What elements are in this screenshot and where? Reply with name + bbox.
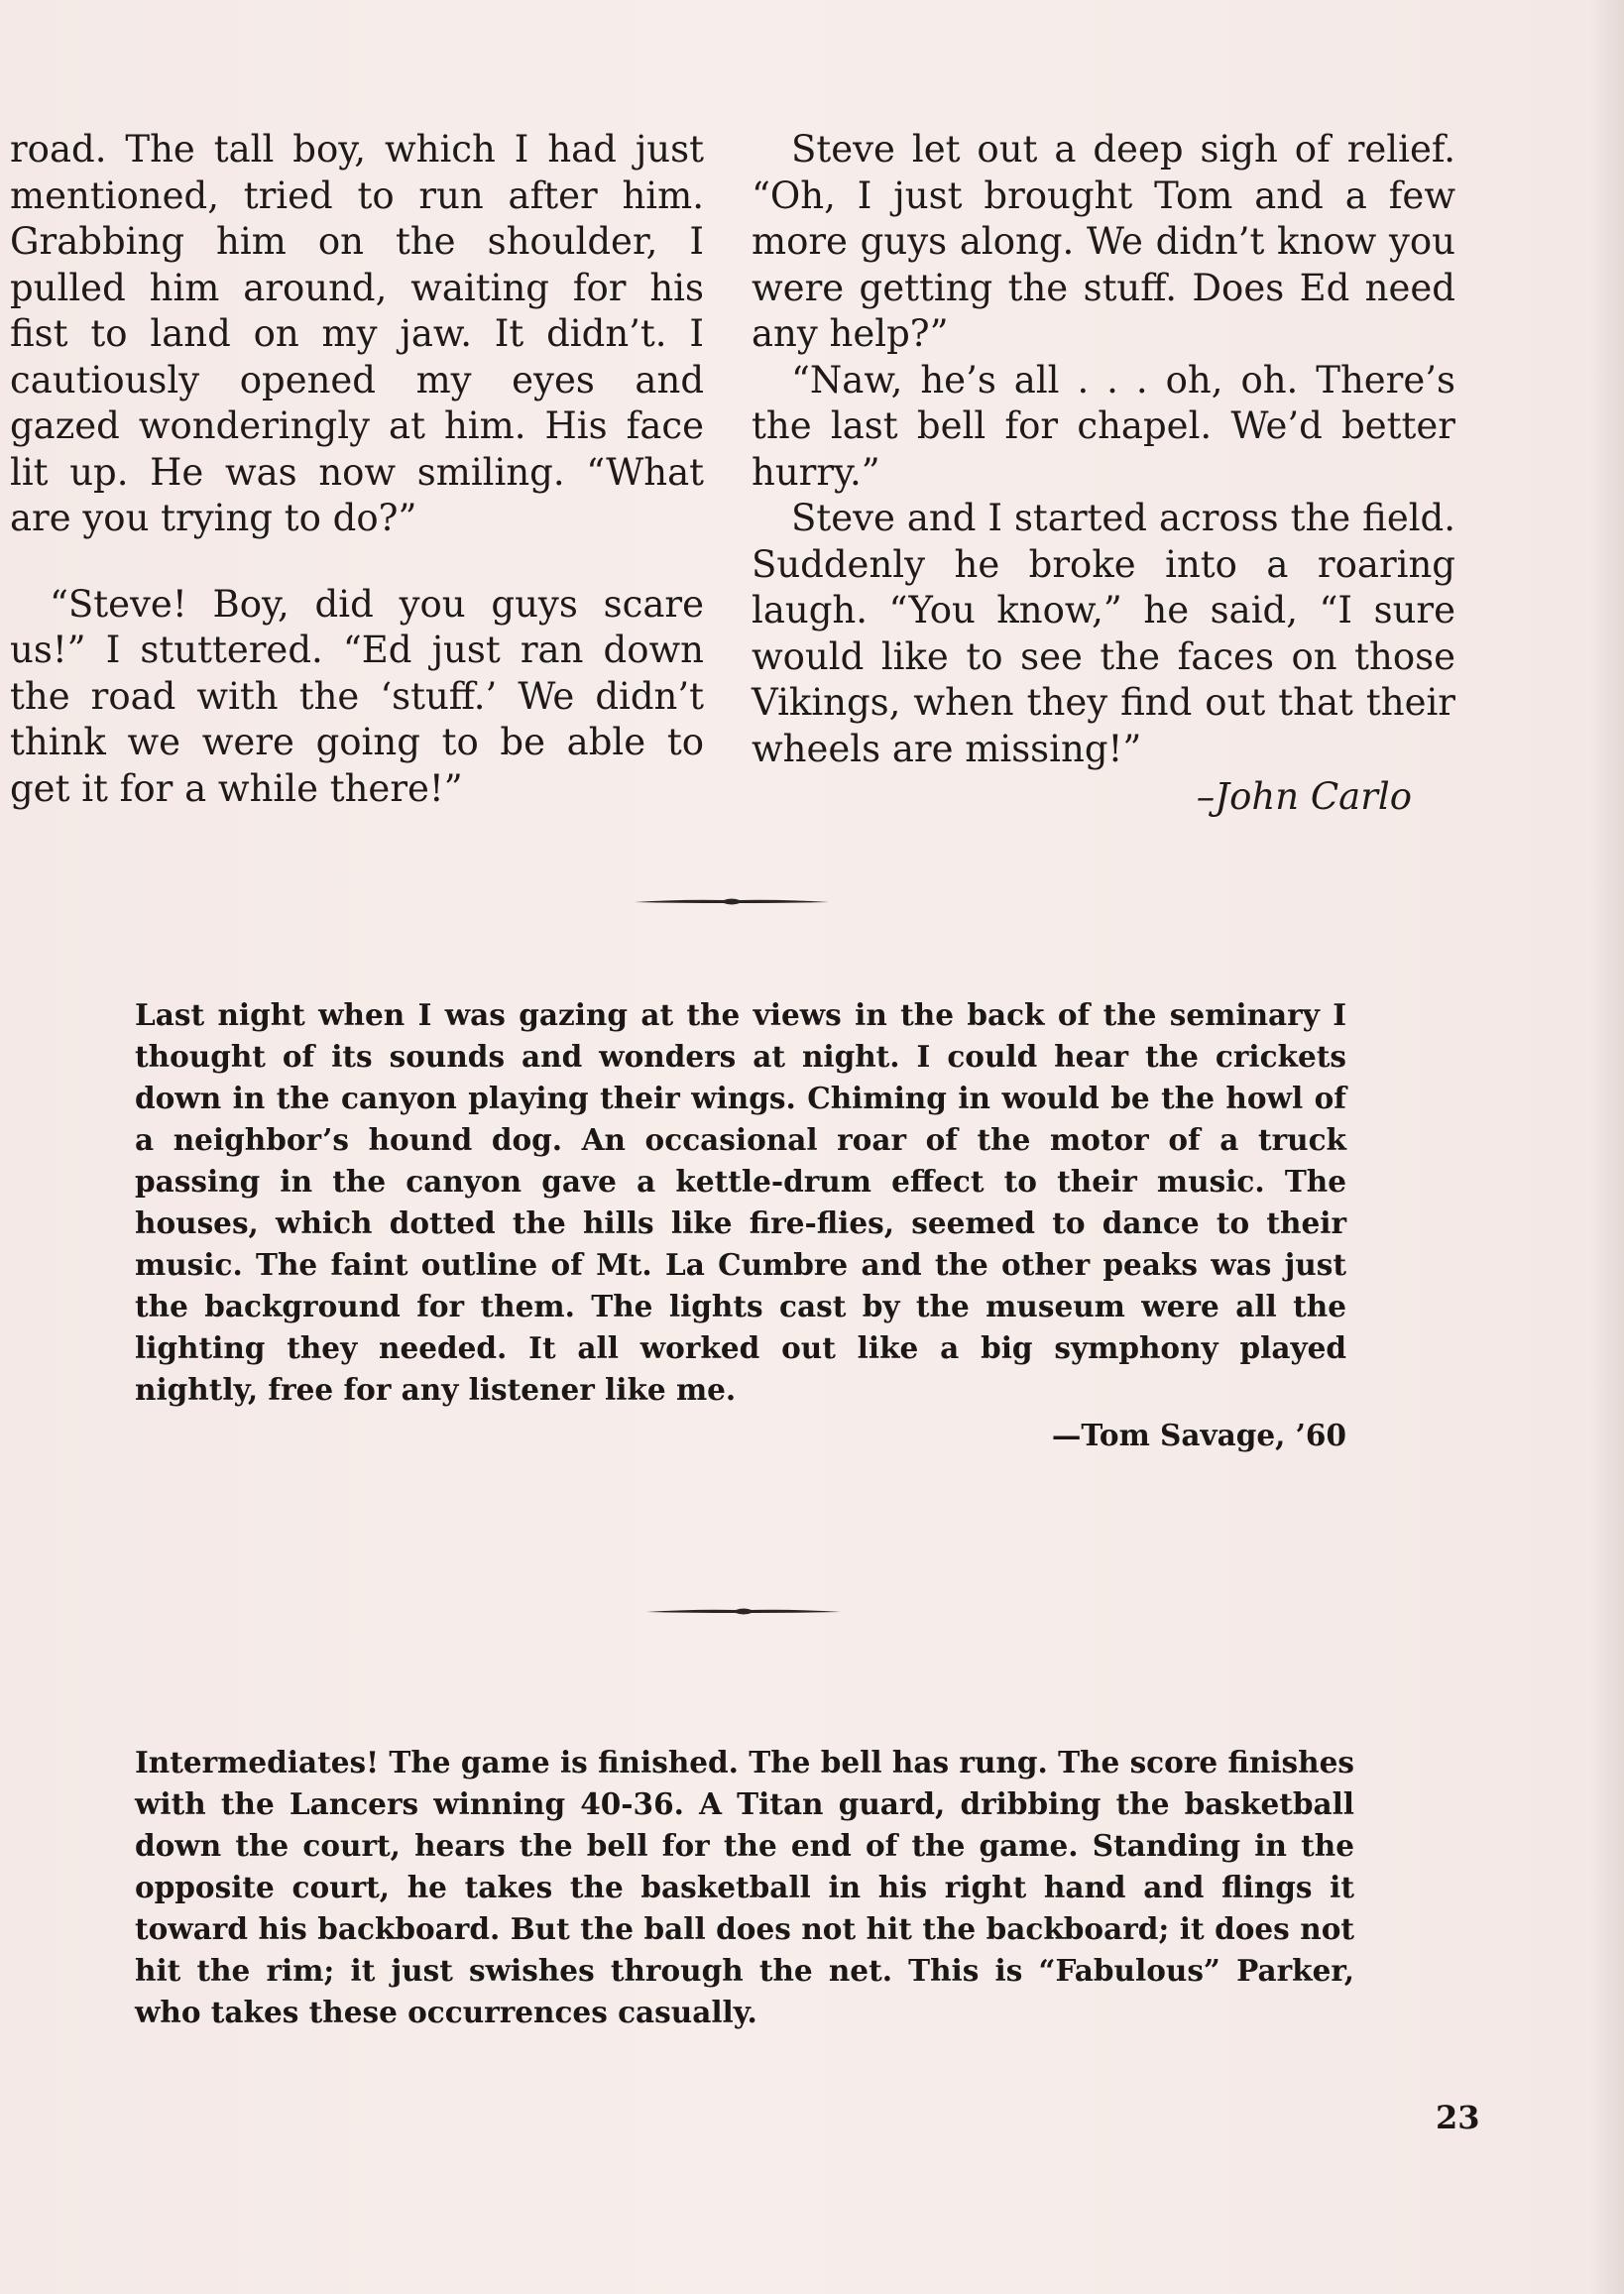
story-author: –John Carlo	[1196, 775, 1412, 818]
story-paragraph: “Naw, he’s all . . . oh, oh. There’s the last bell for chapel. We’d better hurry.”	[752, 358, 1455, 494]
story-left-column	[10, 127, 704, 812]
seminary-essay-author: —Tom Savage, ’60	[1051, 1418, 1346, 1452]
story-right-column	[752, 127, 1455, 821]
story-paragraph: “Steve! Boy, did you guys scare us!” I stuttered. “Ed just ran down the road with the ‘stuff.’ We didn’t think we were going to be able to get it for a while there!”	[10, 582, 704, 810]
section-divider-ornament	[633, 892, 831, 912]
page-number: 23	[1436, 2099, 1480, 2136]
seminary-essay	[135, 994, 1346, 1456]
story-paragraph: Steve and I started across the field. Suddenly he broke into a roaring laugh. “You know,” he said, “I sure would like to see the faces on those Vikings, when they find out that their wheels are missing!”	[752, 497, 1455, 770]
section-divider-ornament	[644, 1602, 843, 1622]
story-paragraph: road. The tall boy, which I had just mentioned, tried to run after him. Grabbing him on the shoulder, I pulled him around, waiting for his fist to land on my jaw. It didn’t. I cautiously opened my eyes and gazed wonderingly at him. His face lit up. He was now smiling. “What are you trying to do?”	[10, 128, 704, 539]
basketball-essay	[135, 1742, 1354, 2033]
basketball-essay-text: Intermediates! The game is finished. The bell has rung. The score finishes with the Lancers winning 40-36. A Titan guard, dribbing the basketball down the court, hears the bell for the end of the game. Standing in the opposite court, he takes the basketball in his right hand and flings it toward his backboard. But the ball does not hit the backboard; it does not hit the rim; it just swishes through the net. This is “Fabulous” Parker, who takes these occurrences casually.	[135, 1745, 1354, 2029]
seminary-essay-text: Last night when I was gazing at the views in the back of the seminary I thought of its sounds and wonders at night. I could hear the crickets down in the canyon playing their wings. Chiming in would be the howl of a neighbor’s hound dog. An occasional roar of the motor of a truck passing in the canyon gave a kettle-drum effect to their music. The houses, which dotted the hills like fire-flies, seemed to dance to their music. The faint outline of Mt. La Cumbre and the other peaks was just the background for them. The lights cast by the museum were all the lighting they needed. It all worked out like a big symphony played nightly, free for any listener like me.	[135, 997, 1346, 1407]
story-paragraph: Steve let out a deep sigh of relief. “Oh, I just brought Tom and a few more guys along. We didn’t know you were getting the stuff. Does Ed need any help?”	[752, 128, 1455, 355]
